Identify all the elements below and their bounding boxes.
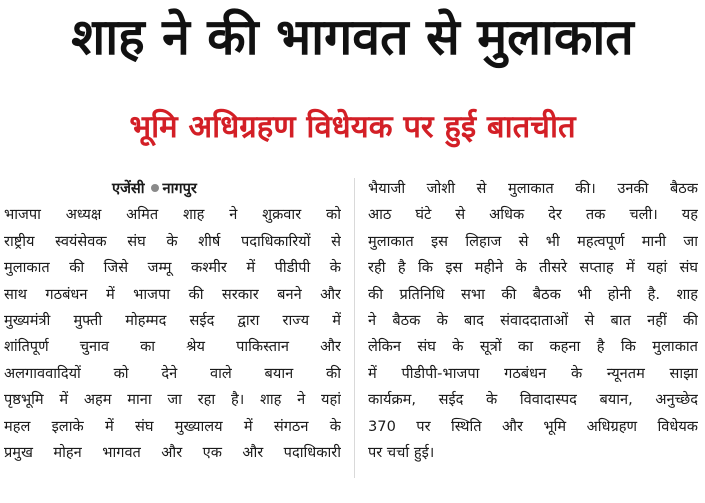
headline: शाह ने की भागवत से मुलाकात: [71, 8, 634, 66]
article-line: की प्रतिनिधि सभा की बैठक भी होनी है. शाह: [368, 285, 698, 303]
dateline-city: नागपुर: [162, 180, 197, 197]
subheadline: भूमि अधिग्रहण विधेयक पर हुई बातचीत: [129, 109, 576, 145]
article-column-left: [4, 176, 341, 466]
article-line: पर चर्चा हुई।: [368, 444, 435, 462]
article-line: मुलाकात की जिसे जम्मू कश्मीर में पीडीपी के: [4, 259, 341, 277]
article-line: 370 पर स्थिति और भूमि अधिग्रहण विधेयक: [368, 417, 698, 435]
article-line: भाजपा अध्यक्ष अमित शाह ने शुक्रवार को: [4, 206, 341, 224]
article-line: अलगाववादियों को देने वाले बयान की: [4, 364, 341, 382]
article-line: में पीडीपी-भाजपा गठबंधन के न्यूनतम साझा: [368, 364, 698, 382]
dateline: [4, 176, 341, 202]
article-line: कार्यक्रम, सईद के विवादास्पद बयान, अनुच्छेद: [368, 391, 698, 409]
article-line: शांतिपूर्ण चुनाव का श्रेय पाकिस्तान और: [4, 338, 341, 356]
article-line: साथ गठबंधन में भाजपा की सरकार बनने और: [4, 285, 341, 303]
column-divider: [354, 178, 355, 478]
article-line: राष्ट्रीय स्वयंसेवक संघ के शीर्ष पदाधिकारियों से: [4, 232, 341, 250]
dateline-agency: एजेंसी: [112, 180, 145, 197]
article-line: लेकिन संघ के सूत्रों का कहना है कि मुलाकात: [368, 338, 698, 356]
article-line: पृष्ठभूमि में अहम माना जा रहा है। शाह ने यहां: [4, 391, 341, 409]
article-line: आठ घंटे से अधिक देर तक चली। यह: [368, 206, 698, 224]
article-line: मुख्यमंत्री मुफ्ती मोहम्मद सईद द्वारा राज्य में: [4, 312, 341, 330]
article-line: मुलाकात इस लिहाज से भी महत्वपूर्ण मानी जा: [368, 232, 698, 250]
article-line: महल इलाके में संघ मुख्यालय में संगठन के: [4, 417, 341, 435]
article-line: प्रमुख मोहन भागवत और एक और पदाधिकारी: [4, 444, 341, 462]
article-line: रही है कि इस महीने के तीसरे सप्ताह में यहां संघ: [368, 259, 698, 277]
article-column-right: [368, 176, 698, 466]
bullet-dot-icon: [151, 184, 159, 192]
article-line: ने बैठक के बाद संवाददाताओं से बात नहीं की: [368, 312, 698, 330]
article-line: भैयाजी जोशी से मुलाकात की। उनकी बैठक: [368, 180, 698, 197]
